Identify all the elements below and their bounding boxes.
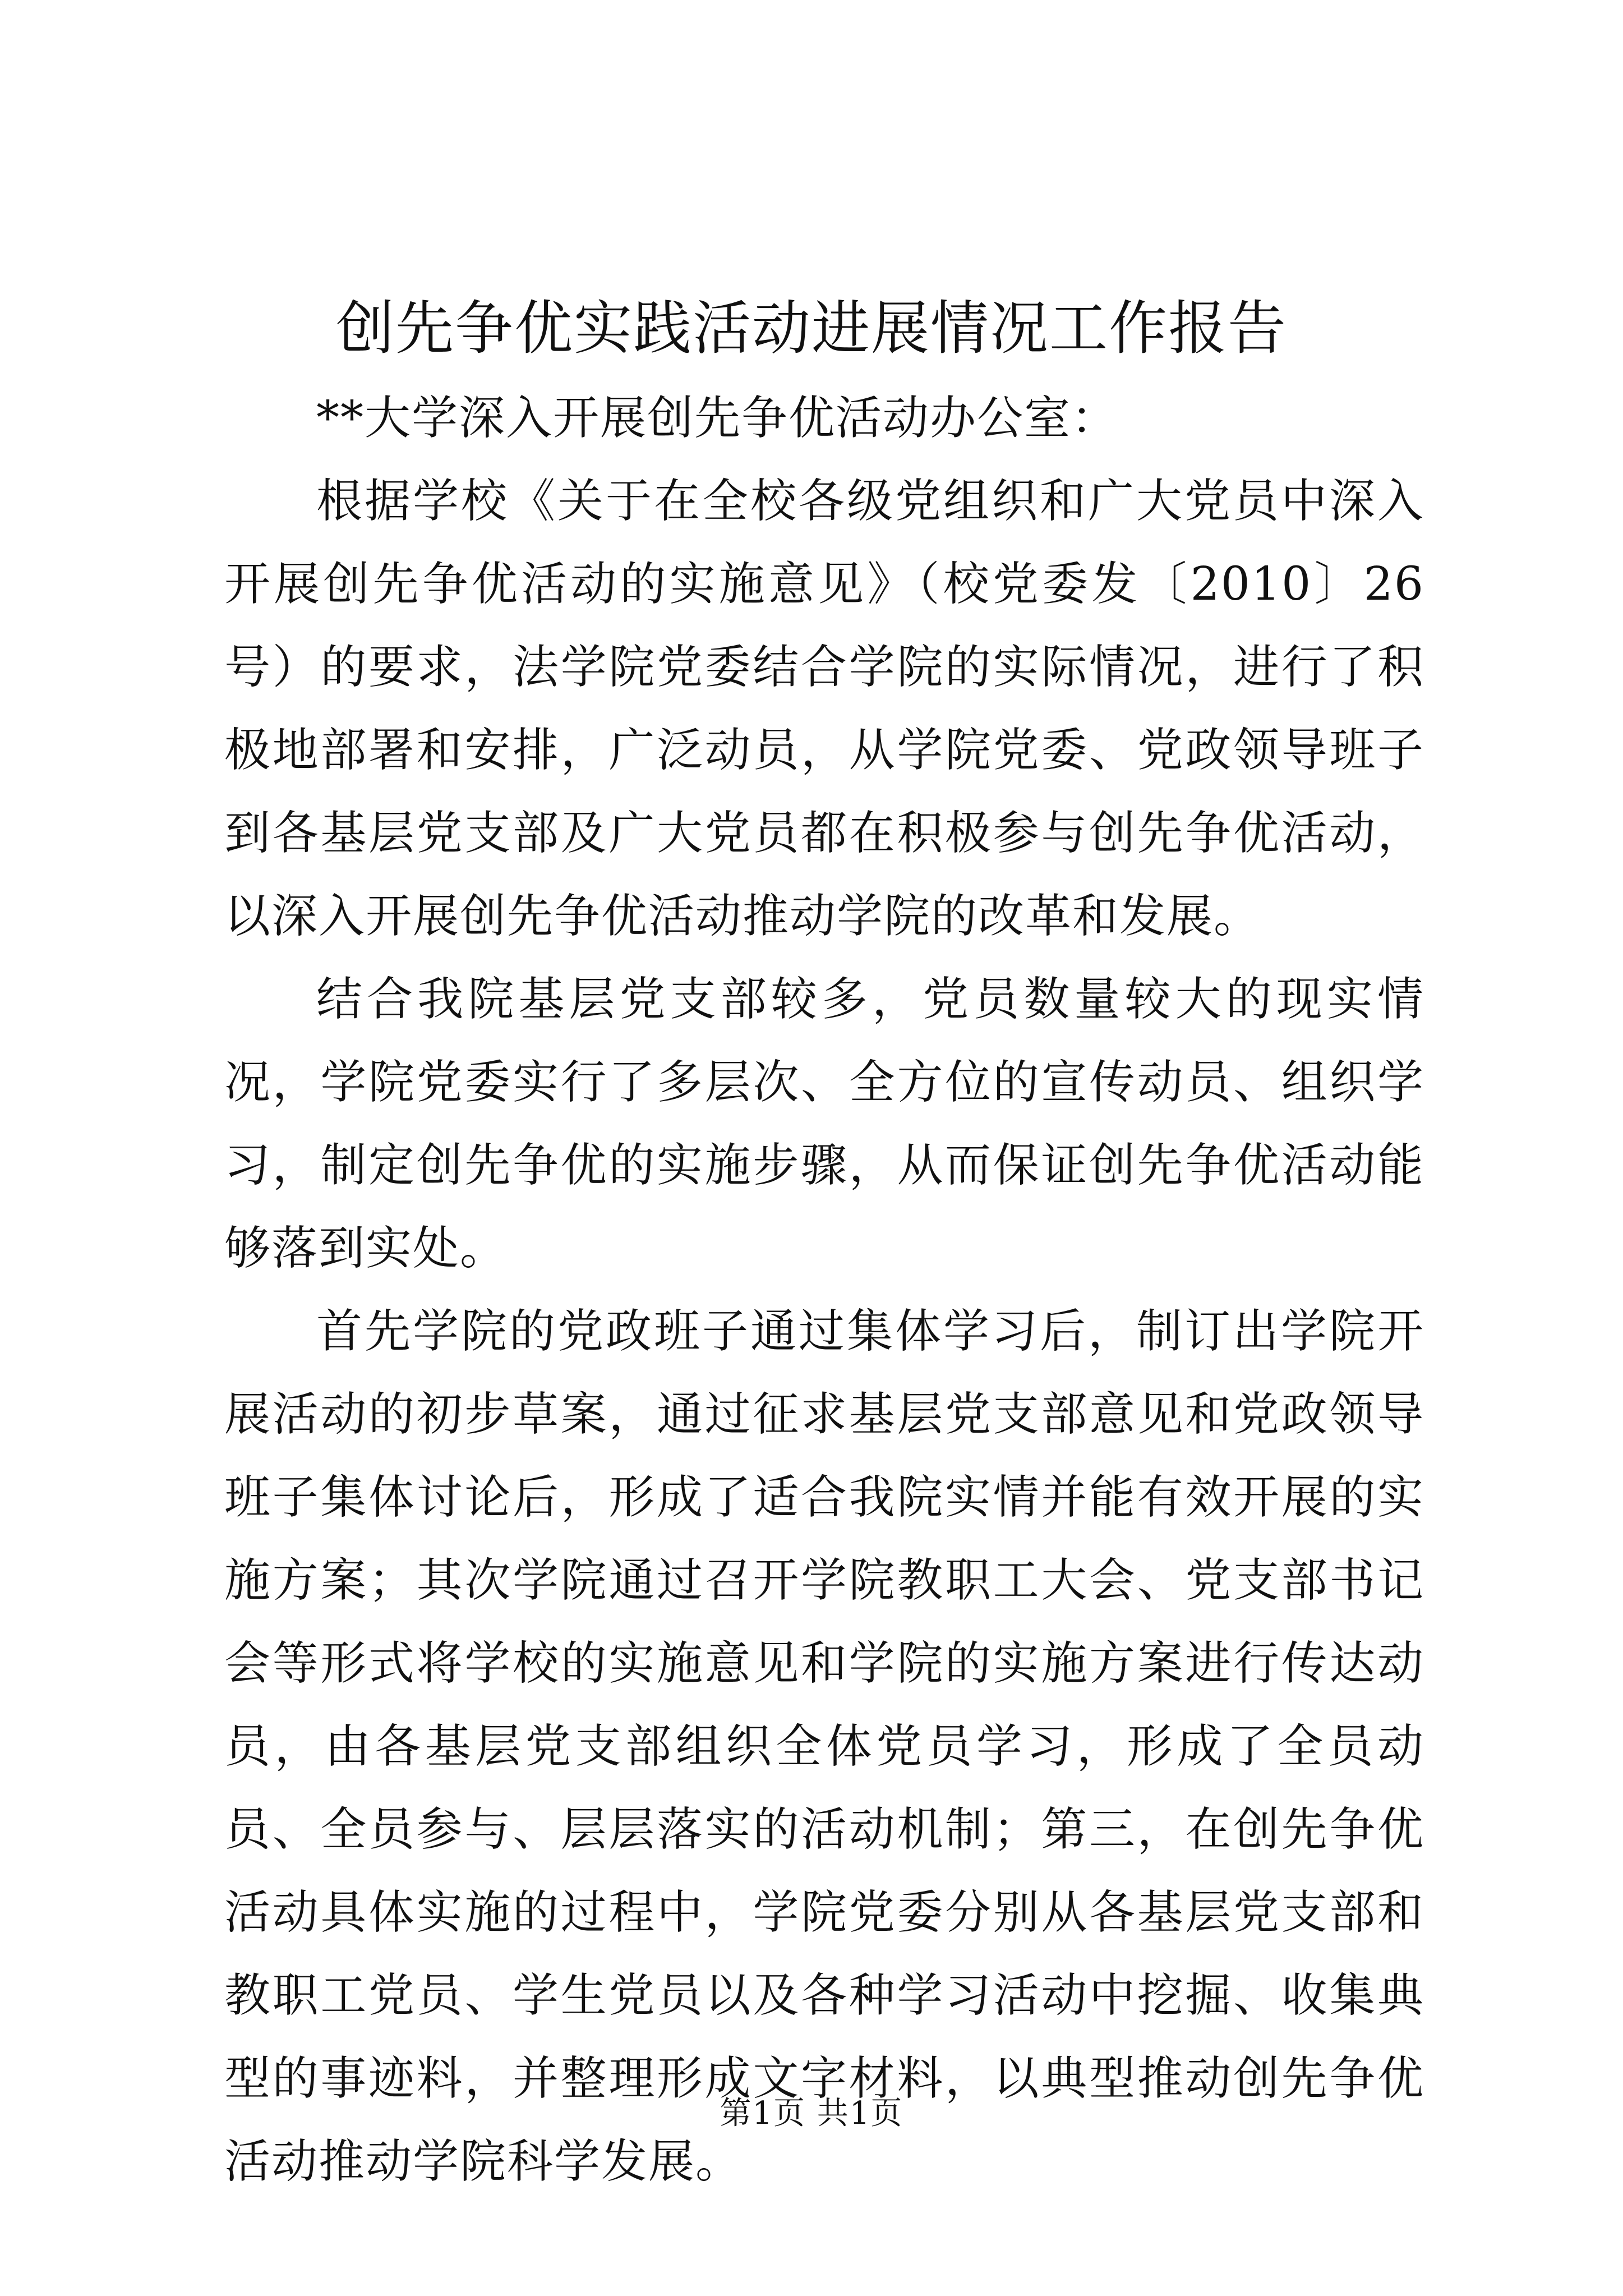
paragraph-3: 首先学院的党政班子通过集体学习后，制订出学院开展活动的初步草案，通过征求基层党支部意见和党政领导班子集体讨论后，形成了适合我院实情并能有效开展的实施方案；其次学院通过召开学院教职工大会、党支部书记会等形式将学校的实施意见和学院的实施方案进行传达动员，由各基层党支部组织全体党员学习，形成了全员动员、全员参与、层层落实的活动机制；第三，在创先争优活动具体实施的过程中，学院党委分别从各基层党支部和教职工党员、学生党员以及各种学习活动中挖掘、收集典型的事迹料，并整理形成文字材料，以典型推动创先争优活动推动学院科学发展。: [224, 1305, 1424, 2188]
page-number-footer: 第1页 共1页: [720, 2095, 903, 2132]
document-title: 创先争优实践活动进展情况工作报告: [335, 294, 1287, 362]
paragraph-2: 结合我院基层党支部较多，党员数量较大的现实情况，学院党委实行了多层次、全方位的宣传动员、组织学习，制定创先争优的实施步骤，从而保证创先争优活动能够落到实处。: [224, 973, 1424, 1275]
salutation-line: **大学深入开展创先争优活动办公室：: [316, 392, 1119, 445]
document-body: [224, 377, 1424, 2203]
paragraph-1: 根据学校《关于在全校各级党组织和广大党员中深入开展创先争优活动的实施意见》（校党委发〔2010〕26号）的要求，法学院党委结合学院的实际情况，进行了积极地部署和安排，广泛动员，从学院党委、党政领导班子到各基层党支部及广大党员都在积极参与创先争优活动，以深入开展创先争优活动推动学院的改革和发展。: [224, 475, 1424, 943]
